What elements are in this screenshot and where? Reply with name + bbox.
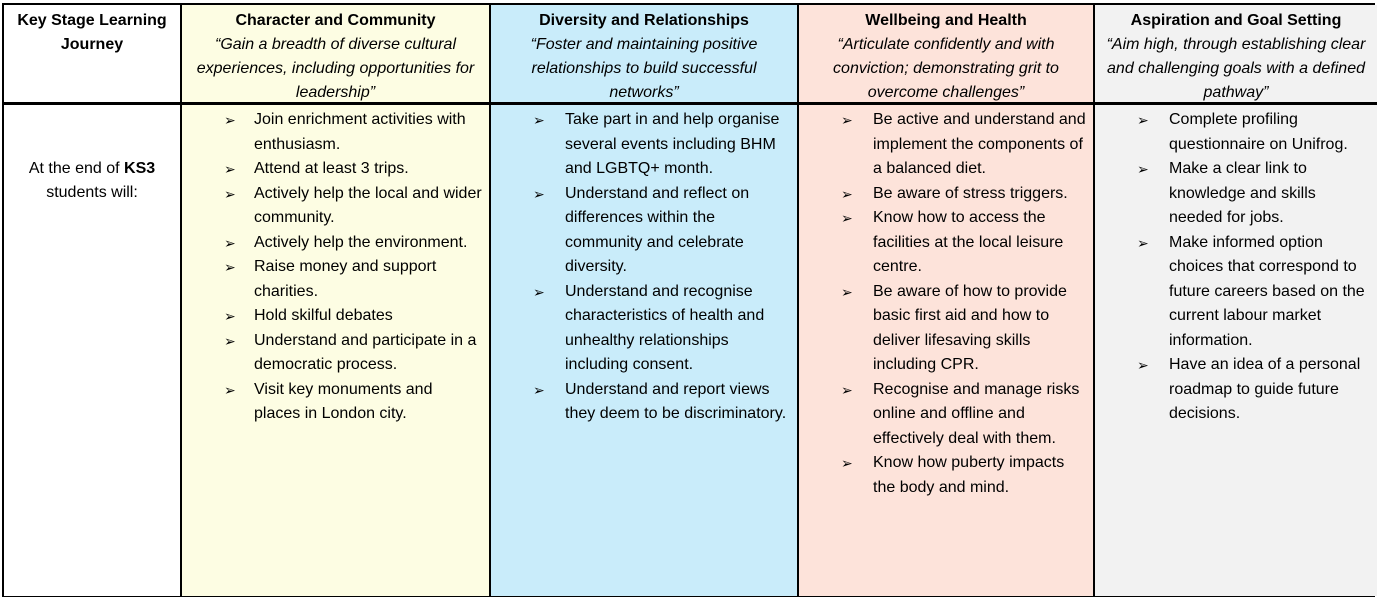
list-item-text: Complete profiling questionnaire on Unifrog. <box>1169 111 1348 153</box>
column-title: Aspiration and Goal Setting <box>1130 12 1342 29</box>
arrow-bullet-icon: ➢ <box>533 185 545 202</box>
list-item <box>799 451 1087 500</box>
arrow-bullet-icon: ➢ <box>841 283 853 300</box>
key-stage-title: Key Stage Learning Journey <box>17 12 167 53</box>
list-item <box>491 378 791 427</box>
list-item <box>491 280 791 378</box>
list-item <box>182 231 483 256</box>
list-item-text: Be aware of how to provide basic first aid and how to deliver lifesaving skills including CPR. <box>873 282 1067 373</box>
list-item-text: Attend at least 3 trips. <box>254 160 409 177</box>
column-quote: “Foster and maintaining positive relationships to build successful networks” <box>530 36 758 101</box>
list-item <box>491 182 791 280</box>
list-item <box>799 378 1087 452</box>
column-header-diversity <box>491 5 799 105</box>
column-header-wellbeing <box>799 5 1095 105</box>
arrow-bullet-icon: ➢ <box>224 112 236 128</box>
intro-prefix: At the end of <box>28 160 125 177</box>
arrow-bullet-icon: ➢ <box>841 455 853 471</box>
column-quote: “Aim high, through establishing clear and challenging goals with a defined pathway” <box>1106 36 1366 101</box>
list-item-text: Join enrichment activities with enthusiasm. <box>254 111 466 153</box>
arrow-bullet-icon: ➢ <box>1137 161 1149 177</box>
list-item-text: Make a clear link to knowledge and skills needed for jobs. <box>1169 160 1316 226</box>
ks3-intro-cell <box>4 105 182 596</box>
column-header-aspiration <box>1095 5 1377 105</box>
list-item <box>799 182 1087 207</box>
wellbeing-items-cell <box>799 105 1095 596</box>
intro-ks3: KS3 <box>124 160 156 177</box>
list-item <box>182 304 483 329</box>
arrow-bullet-icon: ➢ <box>1137 357 1149 373</box>
learning-journey-table <box>2 3 1375 597</box>
list-item <box>182 182 483 231</box>
arrow-bullet-icon: ➢ <box>533 112 545 128</box>
arrow-bullet-icon: ➢ <box>533 381 545 398</box>
list-item <box>182 378 483 427</box>
list-item <box>1095 231 1371 354</box>
arrow-bullet-icon: ➢ <box>841 381 853 398</box>
column-title: Wellbeing and Health <box>865 12 1027 29</box>
list-item-text: Visit key monuments and places in London city. <box>254 380 433 422</box>
arrow-bullet-icon: ➢ <box>841 210 853 226</box>
arrow-bullet-icon: ➢ <box>224 185 236 202</box>
column-title: Character and Community <box>235 12 436 29</box>
list-item-text: Make informed option choices that correspond to future careers based on the current labour market information. <box>1169 233 1365 349</box>
list-item <box>182 108 483 157</box>
list-item <box>799 108 1087 182</box>
bullet-list <box>1095 105 1377 427</box>
list-item <box>182 157 483 182</box>
arrow-bullet-icon: ➢ <box>224 381 236 398</box>
aspiration-items-cell <box>1095 105 1377 596</box>
list-item-text: Be active and understand and implement the components of a balanced diet. <box>873 111 1086 177</box>
column-title: Diversity and Relationships <box>539 12 749 29</box>
arrow-bullet-icon: ➢ <box>841 185 853 202</box>
intro-suffix: students will: <box>46 184 138 201</box>
list-item <box>799 280 1087 378</box>
arrow-bullet-icon: ➢ <box>224 308 236 324</box>
arrow-bullet-icon: ➢ <box>224 161 236 177</box>
list-item-text: Actively help the environment. <box>254 233 468 251</box>
arrow-bullet-icon: ➢ <box>533 283 545 300</box>
list-item-text: Understand and reflect on differences within the community and celebrate diversity. <box>565 184 750 275</box>
list-item <box>1095 353 1371 427</box>
diversity-items-cell <box>491 105 799 596</box>
list-item <box>182 255 483 304</box>
column-header-character <box>182 5 491 105</box>
key-stage-header <box>4 5 182 105</box>
list-item-text: Understand and recognise characteristics of health and unhealthy relationships including consent. <box>565 282 765 373</box>
column-quote: “Articulate confidently and with conviction; demonstrating grit to overcome challenges” <box>833 36 1059 101</box>
list-item-text: Recognise and manage risks online and offline and effectively deal with them. <box>873 380 1080 447</box>
arrow-bullet-icon: ➢ <box>1137 112 1149 128</box>
arrow-bullet-icon: ➢ <box>224 332 236 349</box>
ks3-intro-text <box>4 105 180 205</box>
list-item-text: Understand and report views they deem to be discriminatory. <box>565 380 787 422</box>
list-item-text: Raise money and support charities. <box>254 258 437 300</box>
column-quote: “Gain a breadth of diverse cultural experiences, including opportunities for leadership” <box>196 36 475 101</box>
arrow-bullet-icon: ➢ <box>224 234 236 251</box>
list-item-text: Actively help the local and wider community. <box>254 184 482 226</box>
list-item-text: Know how puberty impacts the body and mind. <box>873 454 1065 496</box>
list-item-text: Understand and participate in a democratic process. <box>254 331 477 373</box>
character-items-cell <box>182 105 491 596</box>
list-item-text: Hold skilful debates <box>254 307 393 324</box>
list-item-text: Take part in and help organise several events including BHM and LGBTQ+ month. <box>565 111 780 177</box>
list-item-text: Have an idea of a personal roadmap to guide future decisions. <box>1169 356 1361 422</box>
bullet-list <box>799 105 1093 500</box>
list-item <box>1095 157 1371 231</box>
list-item-text: Know how to access the facilities at the local leisure centre. <box>873 209 1064 275</box>
bullet-list <box>491 105 797 427</box>
arrow-bullet-icon: ➢ <box>224 259 236 275</box>
list-item <box>1095 108 1371 157</box>
list-item <box>799 206 1087 280</box>
bullet-list <box>182 105 489 427</box>
list-item <box>491 108 791 182</box>
list-item-text: Be aware of stress triggers. <box>873 184 1068 202</box>
arrow-bullet-icon: ➢ <box>1137 234 1149 251</box>
list-item <box>182 329 483 378</box>
arrow-bullet-icon: ➢ <box>841 112 853 128</box>
